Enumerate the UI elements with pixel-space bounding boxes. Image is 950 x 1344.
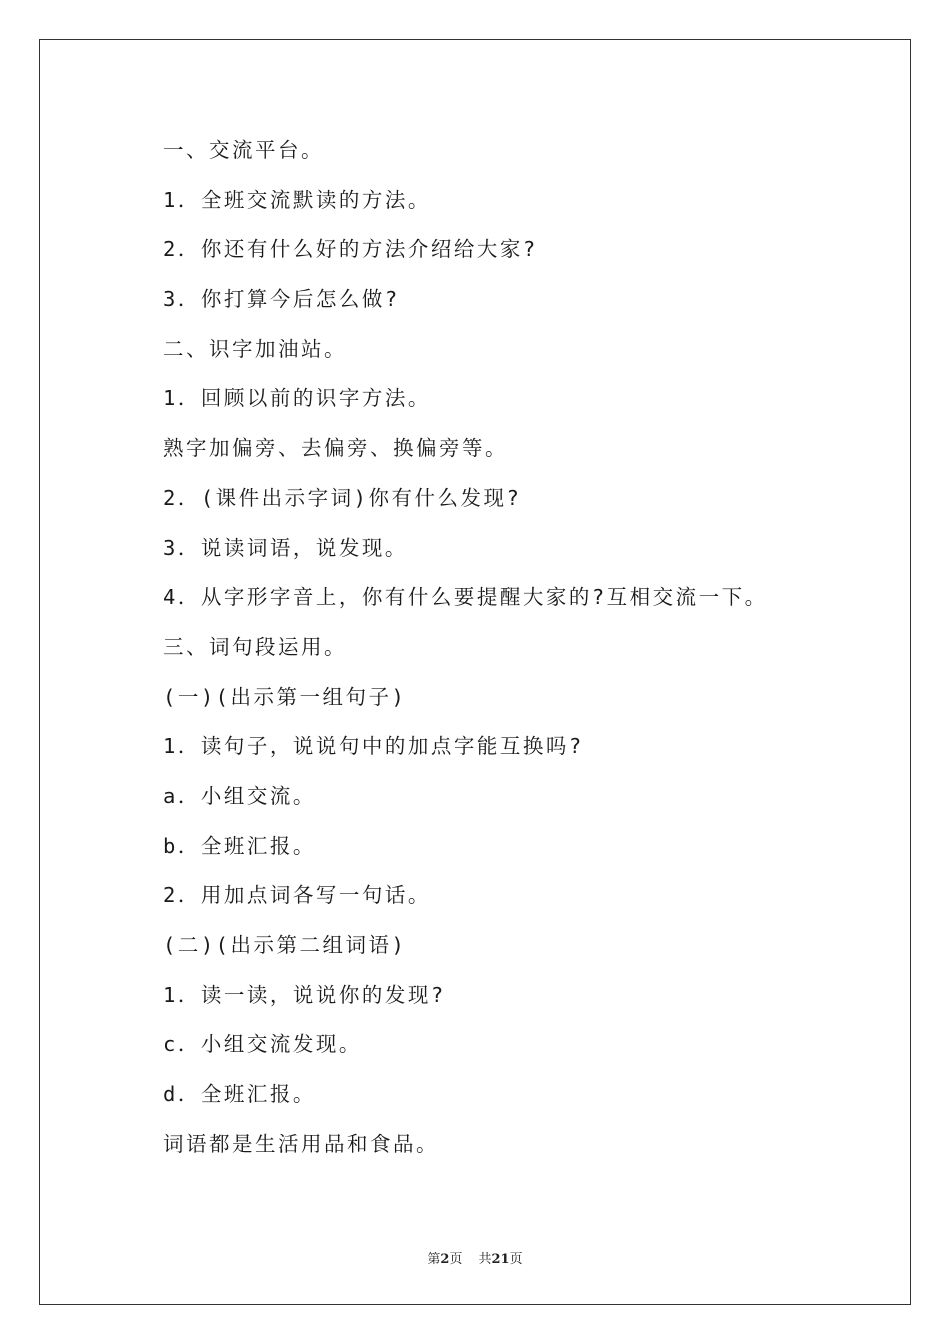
section-heading: 一、交流平台。 (163, 138, 324, 162)
list-item: 1．回顾以前的识字方法。 (163, 386, 431, 411)
total-pages: 21 (491, 1252, 510, 1267)
list-item: 1．全班交流默读的方法。 (163, 187, 431, 212)
subsection-heading: (一)(出示第一组句子) (163, 684, 407, 709)
list-item: 4．从字形字音上，你有什么要提醒大家的?互相交流一下。 (163, 585, 768, 610)
list-item: c．小组交流发现。 (163, 1032, 362, 1057)
list-item: 1．读句子，说说句中的加点字能互换吗? (163, 734, 584, 759)
list-item: 1．读一读，说说你的发现? (163, 982, 446, 1007)
list-item: a．小组交流。 (163, 783, 316, 808)
page-prefix: 第 (427, 1252, 441, 1267)
paragraph: 词语都是生活用品和食品。 (163, 1131, 439, 1156)
total-suffix: 页 (509, 1252, 523, 1267)
subsection-heading: (二)(出示第二组词语) (163, 933, 407, 957)
page-footer (0, 1248, 950, 1267)
paragraph: 熟字加偏旁、去偏旁、换偏旁等。 (163, 436, 508, 461)
list-item: b．全班汇报。 (163, 833, 316, 858)
document-body (163, 132, 863, 1175)
page-number: 2 (440, 1252, 450, 1267)
list-item: 2．用加点词各写一句话。 (163, 883, 431, 908)
section-heading: 二、识字加油站。 (163, 336, 347, 361)
list-item: d．全班汇报。 (163, 1082, 316, 1107)
list-item: 2．你还有什么好的方法介绍给大家? (163, 237, 538, 262)
list-item: 2．(课件出示字词)你有什么发现? (163, 485, 522, 510)
page-suffix: 页 (449, 1252, 463, 1267)
list-item: 3．你打算今后怎么做? (163, 287, 400, 312)
section-heading: 三、词句段运用。 (163, 634, 347, 659)
list-item: 3．说读词语，说发现。 (163, 535, 408, 560)
total-prefix: 共 (478, 1252, 492, 1267)
